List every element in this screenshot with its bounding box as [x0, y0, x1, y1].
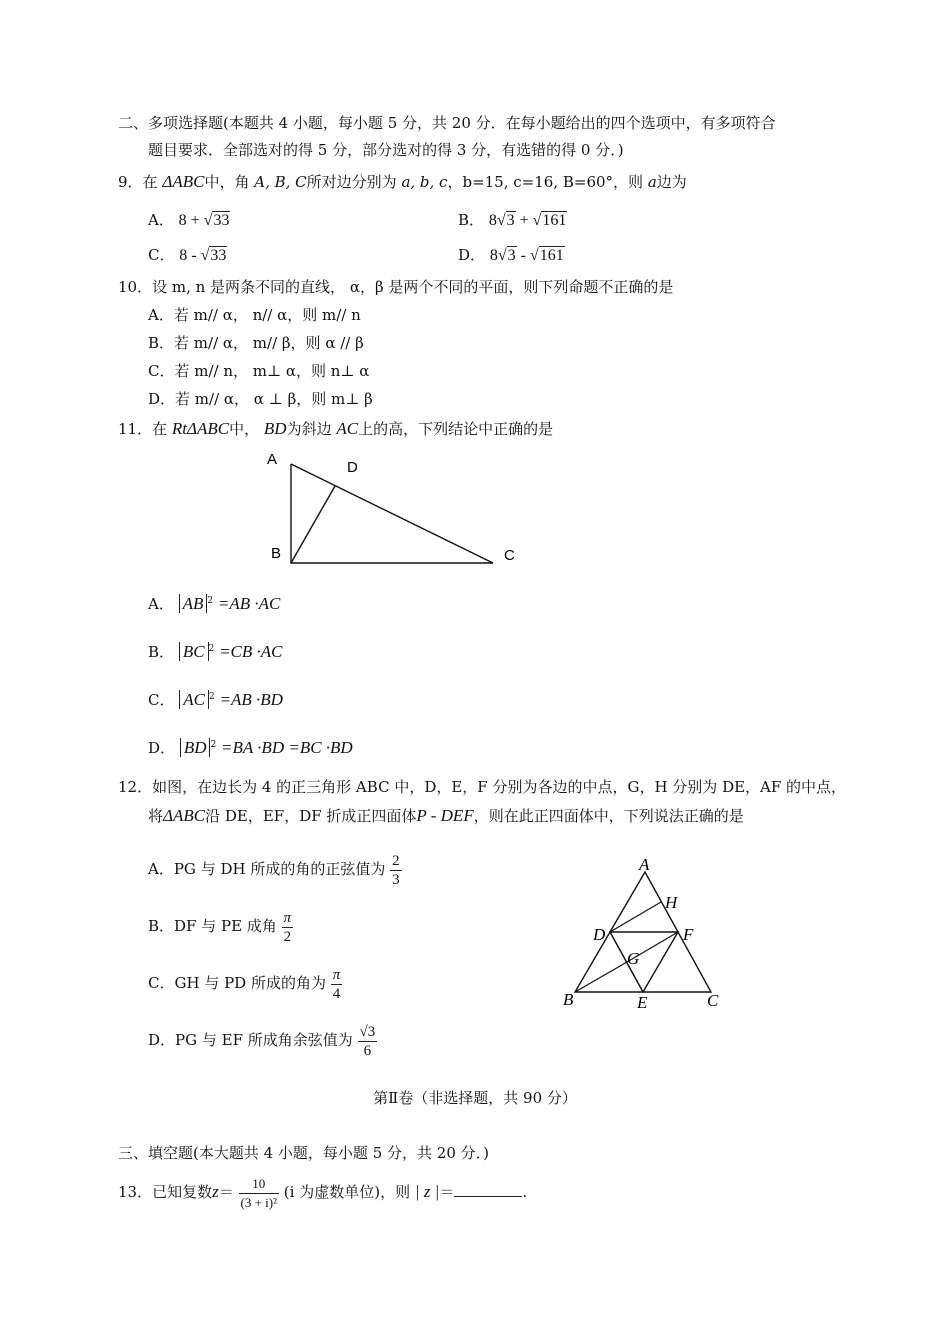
altitude-bd: [291, 486, 335, 563]
fraction-pi-2: $\frac{\pi}{2}$: [283, 909, 292, 945]
fig2-label-e: E: [637, 993, 648, 1012]
question-10-stem: 10．设 m, n 是两条不同的直线， α，β 是两个不同的平面，则下列命题不正确的是: [118, 278, 674, 296]
q12-option-b: B．DF 与 PE 成角 $\frac{\pi}{2}$: [148, 909, 292, 945]
fig2-label-d: D: [593, 925, 606, 944]
fig2-label-b: B: [563, 990, 574, 1009]
q11-option-c: C． AC $^2$ =AB ·BD: [148, 690, 283, 709]
q12-option-d: D．PG 与 EF 所成角余弦值为 $\frac{√3}{6}$: [148, 1023, 376, 1059]
question-9-stem: 9．在 ΔABC中，角 A, B, C所对边分别为 a, b, c，b=15, c=16, B=60°，则 a边为: [118, 172, 687, 191]
fig2-label-h: H: [665, 893, 678, 912]
question-12-line-2: 将ΔABC沿 DE，EF，DF 折成正四面体P - DEF，则在此正四面体中，下列说法正确的是: [148, 806, 744, 825]
fig-label-d: D: [347, 459, 358, 476]
fig2-label-f: F: [683, 925, 694, 944]
triangle-def: [610, 932, 678, 992]
fig-label-c: C: [504, 547, 515, 564]
fig2-label-a: A: [639, 855, 650, 874]
fig2-label-c: C: [707, 991, 719, 1010]
fraction-2-3: $\frac{2}{3}$: [392, 852, 400, 888]
answer-blank[interactable]: [454, 1182, 522, 1197]
section-3-heading: 三、填空题(本大题共 4 小题，每小题 5 分，共 20 分．): [118, 1144, 489, 1162]
fraction-pi-4: $\frac{\pi}{4}$: [332, 966, 341, 1002]
fig-label-b: B: [271, 545, 282, 562]
fraction-sqrt3-6: $\frac{√3}{6}$: [359, 1023, 376, 1059]
q9-option-d: D． 8√3 - √161: [458, 246, 564, 264]
equilateral-triangle-figure: [555, 850, 735, 1020]
q9-option-a: A． 8 + √33: [148, 211, 230, 229]
q9-option-c: C． 8 - √33: [148, 246, 227, 264]
question-13: 13．已知复数z＝ $\frac{10}{\text{(3 + i)²}}$ (i 为虚数单位)，则 | z |＝ .: [118, 1175, 528, 1210]
fig2-label-g: G: [627, 949, 640, 968]
triangle-abc-outline: [291, 464, 493, 563]
right-triangle-figure: [255, 448, 525, 578]
question-12-line-1: 12．如图，在边长为 4 的正三角形 ABC 中，D，E，F 分别为各边的中点，G，H 分别为 DE，AF 的中点，: [118, 778, 847, 796]
q12-option-c: C．GH 与 PD 所成的角为 $\frac{\pi}{4}$: [148, 966, 341, 1002]
q9-option-b: B． 8√3 + √161: [458, 211, 567, 229]
section-2-heading: 二、多项选择题(本题共 4 小题，每小题 5 分，共 20 分．在每小题给出的四个选项中，有多项符合: [118, 114, 776, 132]
question-11-stem: 11．在 RtΔABC中， BD为斜边 AC上的高，下列结论中正确的是: [118, 419, 554, 438]
q11-option-b: B． BC $^2$ =CB ·AC: [148, 642, 283, 661]
q11-option-a: A． AB $^2$ =AB ·AC: [148, 594, 281, 613]
segment-dh: [610, 902, 661, 932]
q10-option-c: C．若 m// n， m⊥ α，则 n⊥ α: [148, 362, 370, 380]
q12-option-a: A．PG 与 DH 所成的角的正弦值为 $\frac{2}{3}$: [148, 852, 400, 888]
part-2-heading: 第Ⅱ卷（非选择题，共 90 分）: [373, 1089, 577, 1107]
q10-option-d: D．若 m// α， α ⊥ β，则 m⊥ β: [148, 390, 373, 408]
q10-option-b: B．若 m// α， m// β，则 α // β: [148, 334, 364, 352]
fig-label-a: A: [267, 451, 278, 468]
q10-option-a: A．若 m// α， n// α，则 m// n: [148, 306, 361, 324]
section-2-instructions: 题目要求．全部选对的得 5 分，部分选对的得 3 分，有选错的得 0 分．): [148, 141, 624, 159]
fraction-10-over-3-plus-i-squared: $\frac{10}{\text{(3 + i)²}}$: [240, 1175, 278, 1210]
segment-bg: [575, 962, 627, 992]
q11-option-d: D． BD $^2$ =BA ·BD =BC ·BD: [148, 738, 353, 757]
